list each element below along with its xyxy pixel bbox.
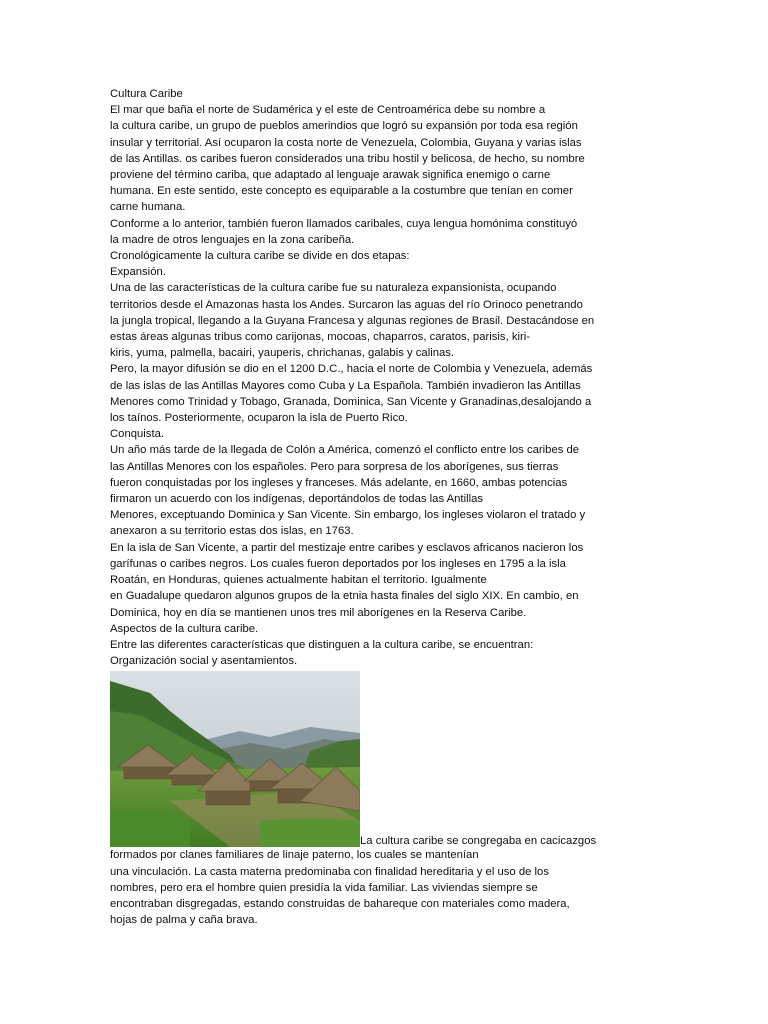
text-line: Roatán, en Honduras, quienes actualmente habitan el territorio. Igualmente [110,574,487,587]
text-line: Una de las características de la cultura caribe fue su naturaleza expansionista, ocupando [110,282,557,295]
text-line: la madre de otros lenguajes en la zona caribeña. [110,233,355,246]
text-line: la cultura caribe, un grupo de pueblos amerindios que logró su expansión por toda esa región [110,120,578,133]
text-line: Menores como Trinidad y Tobago, Granada, Dominica, San Vicente y Granadinas,desalojando a [110,395,592,408]
text-line: Organización social y asentamientos. [110,655,298,668]
text-line: Expansión. [110,266,166,279]
text-before-photo [110,86,660,669]
text-line: una vinculación. La casta materna predominaba con finalidad hereditaria y el uso de los [110,865,549,878]
text-line: la jungla tropical, llegando a la Guyana Francesa y algunas regiones de Brasil. Destacándose en [110,314,595,327]
text-line: En la isla de San Vicente, a partir del mestizaje entre caribes y esclavos africanos nacieron los [110,541,584,554]
text-line: kiris, yuma, palmella, bacairi, yauperis, chrichanas, galabis y calinas. [110,347,455,360]
village-photo [110,671,360,847]
text-line: Conforme a lo anterior, también fueron llamados caribales, cuya lengua homónima constituyó [110,217,578,230]
text-line: Entre las diferentes características que distinguen a la cultura caribe, se encuentran: [110,638,534,651]
text-line: los taínos. Posteriormente, ocuparon la isla de Puerto Rico. [110,412,408,425]
text-line: las Antillas Menores con los españoles. Pero para sorpresa de los aborígenes, sus tierras [110,460,559,473]
photo-inline-text: La cultura caribe se congregaba en cacicazgos [360,835,597,848]
text-line: Menores, exceptuando Dominica y San Vicente. Sin embargo, los ingleses violaron el tratado y [110,509,586,522]
text-line: de las islas de las Antillas Mayores como Cuba y La Española. También invadieron las Antillas [110,379,581,392]
text-line: Aspectos de la cultura caribe. [110,622,259,635]
text-line: Conquista. [110,428,165,441]
text-line: carne humana. [110,201,186,214]
text-line: nombres, pero era el hombre quien presidía la vida familiar. Las viviendas siempre se [110,881,538,894]
text-line: formados por clanes familiares de linaje paterno, los cuales se mantenían [110,849,479,862]
text-line: El mar que baña el norte de Sudamérica y el este de Centroamérica debe su nombre a [110,104,546,117]
text-line: Cronológicamente la cultura caribe se divide en dos etapas: [110,250,410,263]
document-body [110,86,660,928]
text-line: proviene del término cariba, que adaptado al lenguaje arawak significa enemigo o carne [110,169,551,182]
text-line: anexaron a su territorio estas dos islas, en 1763. [110,525,354,538]
text-line: firmaron un acuerdo con los indígenas, deportándolos de todas las Antillas [110,493,484,506]
figure-row [110,669,660,847]
text-line: Pero, la mayor difusión se dio en el 1200 D.C., hacia el norte de Colombia y Venezuela, además [110,363,593,376]
text-line: humana. En este sentido, este concepto es equiparable a la costumbre que tenían en comer [110,185,573,198]
text-line: Un año más tarde de la llegada de Colón a América, comenzó el conflicto entre los caribes de [110,444,580,457]
text-line: en Guadalupe quedaron algunos grupos de la etnia hasta finales del siglo XIX. En cambio, en [110,590,579,603]
text-line: de las Antillas. os caribes fueron considerados una tribu hostil y belicosa, de hecho, su nombre [110,152,585,165]
text-line: hojas de palma y caña brava. [110,914,258,927]
text-after-photo [110,847,660,928]
text-line: garífunas o caribes negros. Los cuales fueron deportados por los ingleses en 1795 a la isla [110,557,566,570]
text-line: estas áreas algunas tribus como carijonas, mocoas, chaparros, caratos, parisis, kiri- [110,331,531,344]
text-line: Dominica, hoy en día se mantienen unos tres mil aborígenes en la Reserva Caribe. [110,606,527,619]
text-line: encontraban disgregadas, estando construidas de bahareque con materiales como madera, [110,897,570,910]
text-line: territorios desde el Amazonas hasta los Andes. Surcaron las aguas del río Orinoco penetrando [110,298,583,311]
text-line: Cultura Caribe [110,88,183,100]
text-line: insular y territorial. Así ocuparon la costa norte de Venezuela, Colombia, Guyana y varias islas [110,136,582,149]
text-line: fueron conquistadas por los ingleses y franceses. Más adelante, en 1660, ambas potencias [110,476,568,489]
